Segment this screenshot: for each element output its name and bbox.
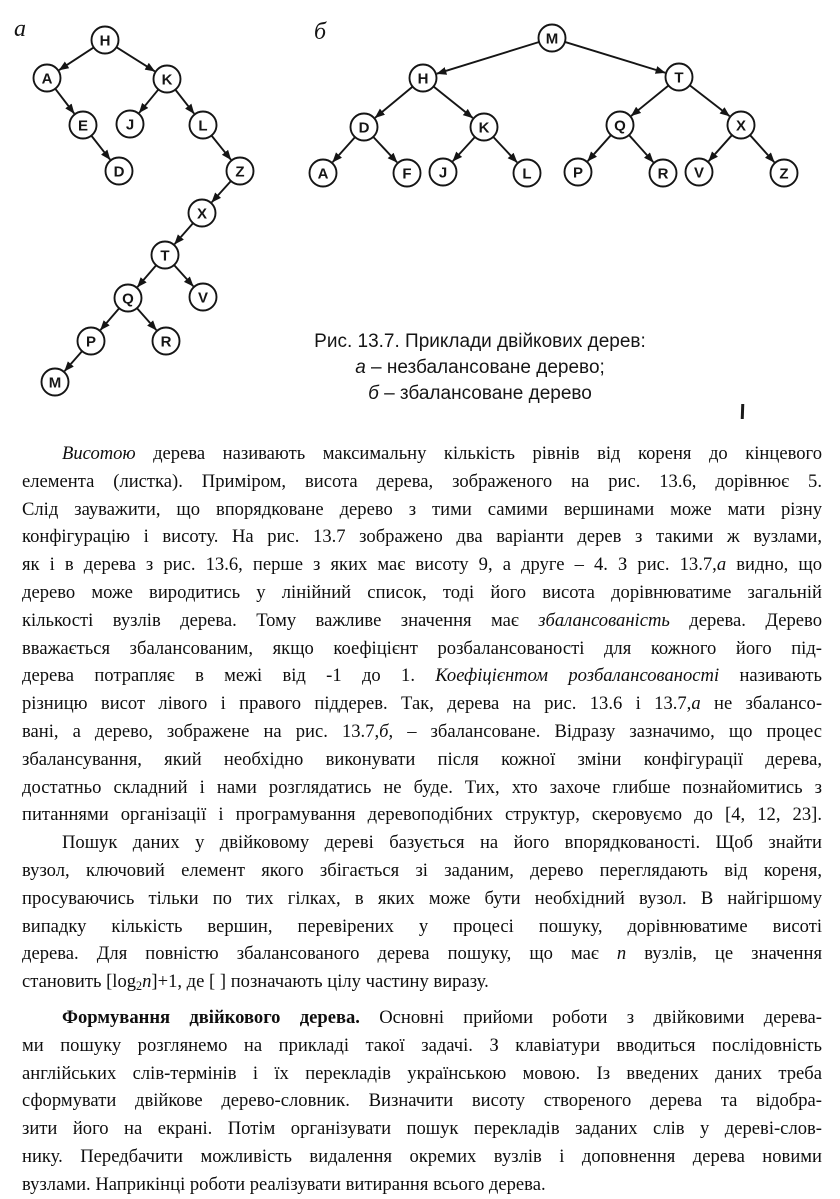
- tree-edge-Q-R: [137, 308, 156, 330]
- tree-edge-H-A: [59, 47, 94, 70]
- text-segment: дерева. Для повністю збалансованого дерева пошуку, що має: [22, 943, 617, 965]
- text-segment: – незбалансоване дерево;: [365, 357, 605, 378]
- text-line: [22, 496, 822, 524]
- tree-edge-Q-P: [100, 308, 119, 330]
- text-line: [22, 1087, 822, 1115]
- text-line: [22, 1171, 822, 1199]
- tree-node-Z: [227, 158, 254, 185]
- tree-b-balanced: [310, 25, 798, 187]
- node-letter: H: [417, 70, 429, 88]
- text-segment: елемента (листка). Приміром, висота дерева, зображеного на рис. 13.6, дорівнює 5.: [22, 470, 822, 492]
- text-line: [22, 913, 822, 941]
- node-letter: Z: [779, 165, 789, 183]
- tree-edge-H-K: [116, 47, 154, 71]
- node-letter: T: [160, 247, 170, 265]
- text-segment: видно, що: [726, 554, 823, 576]
- text-line: [22, 551, 822, 579]
- node-letter: T: [674, 69, 684, 87]
- tree-node-H: [92, 27, 119, 54]
- node-letter: P: [572, 164, 584, 182]
- text-segment: збалансованість: [538, 609, 670, 631]
- text-line: [22, 829, 822, 857]
- tree-node-F: [394, 160, 421, 187]
- body-text: [22, 440, 822, 1199]
- text-line: [22, 468, 822, 496]
- tree-node-V: [190, 284, 217, 311]
- text-segment: б: [368, 383, 379, 404]
- stray-ink-mark: [741, 404, 745, 419]
- node-letter: A: [317, 165, 329, 183]
- text-segment: дерева потрапляє в межі від -1 до 1.: [22, 665, 436, 687]
- text-segment: не збалансо-: [700, 693, 823, 715]
- text-line: [22, 718, 822, 746]
- text-line: [22, 1060, 822, 1088]
- tree-node-V: [686, 159, 713, 186]
- text-segment: дерева називають максимальну кількість рівнів від кореня до кінцевого: [135, 443, 822, 464]
- text-segment: Основні прийоми роботи з двійковими дерева-: [359, 1006, 822, 1028]
- tree-edge-K-L: [175, 90, 194, 114]
- figure-caption: [240, 329, 720, 407]
- node-letter: M: [48, 374, 62, 392]
- text-segment: вані, а дерево, зображене на рис. 13.7,: [22, 720, 380, 742]
- tree-edge-A-E: [55, 89, 74, 114]
- tree-edge-T-X: [690, 85, 730, 116]
- tree-node-E: [70, 112, 97, 139]
- text-segment: Коефіцієнтом розбалансованості: [435, 665, 720, 687]
- node-letter: D: [358, 119, 370, 137]
- node-letter: J: [125, 116, 135, 134]
- node-letter: R: [657, 165, 669, 183]
- node-letter: Q: [614, 117, 626, 135]
- node-letter: J: [438, 164, 448, 182]
- text-segment: n: [142, 971, 152, 993]
- text-segment: вузол, ключовий елемент якого збігається зі заданим, дерево переглядають від кореня,: [22, 859, 822, 881]
- node-letter: K: [161, 71, 173, 89]
- text-line: [22, 857, 822, 885]
- text-segment: Висотою: [62, 443, 136, 464]
- text-line: [22, 801, 822, 829]
- caption-line: [240, 329, 720, 355]
- tree-edge-X-T: [175, 223, 193, 244]
- tree-edge-P-M: [65, 351, 83, 371]
- text-segment: , – збалансоване. Відразу зазначимо, що процес: [388, 720, 822, 742]
- paragraph: [22, 440, 822, 829]
- tree-edge-D-F: [373, 137, 397, 163]
- text-segment: Пошук даних у двійковому дереві базується на його впорядкованості. Щоб знайти: [62, 832, 822, 854]
- node-letter: E: [77, 117, 89, 135]
- text-segment: конфігурацію і висоту. На рис. 13.7 зображено два варіанти дерев з такими ж вузлами,: [22, 526, 822, 548]
- text-segment: дерева. Дерево: [669, 609, 822, 631]
- text-segment: становить [log: [22, 971, 137, 993]
- text-line: [22, 1004, 822, 1032]
- text-line: [22, 774, 822, 802]
- text-segment: Слід зауважити, що впорядковане дерево з тими самими вершинами може мати різну: [22, 498, 822, 520]
- tree-node-D: [106, 158, 133, 185]
- tree-node-X: [189, 200, 216, 227]
- tree-node-R: [650, 160, 677, 187]
- tree-node-Q: [607, 112, 634, 139]
- text-segment: вузлами. Наприкінці роботи реалізувати витирання всього дерева.: [22, 1173, 546, 1195]
- tree-node-T: [666, 64, 693, 91]
- node-letter: L: [522, 165, 532, 183]
- tree-b-label: б: [314, 19, 327, 45]
- tree-node-H: [410, 65, 437, 92]
- tree-edge-M-T: [565, 42, 665, 73]
- text-segment: різницю висот лівого і правого піддерев. Так, дерева на рис. 13.6 і 13.7,: [22, 693, 692, 715]
- text-segment: вважається збалансованим, якщо коефіцієнт розбалансованості для кожного його під-: [22, 637, 822, 659]
- tree-node-P: [78, 328, 105, 355]
- text-line: [22, 1143, 822, 1171]
- tree-edge-T-Q: [137, 265, 156, 287]
- tree-node-Q: [115, 285, 142, 312]
- text-segment: як і в дерева з рис. 13.6, перше з яких має висоту 9, а друге – 4. З рис. 13.7,: [22, 554, 717, 576]
- text-segment: 2: [136, 979, 143, 994]
- tree-edge-L-Z: [211, 136, 230, 160]
- text-segment: дерево може виродитись у лінійний список, тоді його висота дорівнюватиме загальній: [22, 581, 822, 603]
- text-segment: Рис. 13.7. Приклади двійкових дерев:: [314, 331, 646, 352]
- tree-node-D: [351, 114, 378, 141]
- tree-edge-M-H: [437, 42, 539, 74]
- node-letter: M: [545, 30, 559, 48]
- tree-node-X: [728, 112, 755, 139]
- text-segment: нику. Передбачити можливість видалення окремих вузлів і доповнення дерева новими: [22, 1145, 822, 1167]
- text-segment: зити його на екрані. Потім організувати пошук перекладів заданих слів у дереві-слов-: [22, 1118, 822, 1140]
- text-segment: ми пошуку розглянемо на прикладі такої задачі. З клавіатури вводиться послідовність: [22, 1034, 822, 1056]
- tree-node-M: [42, 369, 69, 396]
- text-line: [22, 607, 822, 635]
- tree-edge-T-Q: [631, 86, 668, 116]
- tree-edge-K-J: [139, 89, 158, 112]
- tree-edge-Q-P: [588, 135, 611, 161]
- text-line: [22, 1032, 822, 1060]
- text-line: [22, 523, 822, 551]
- node-letter: P: [85, 333, 97, 351]
- text-line: [22, 968, 822, 996]
- text-line: [22, 690, 822, 718]
- node-letter: X: [735, 117, 747, 135]
- text-segment: кількості вузлів дерева. Тому важливе значення має: [22, 609, 539, 631]
- node-letter: Q: [122, 290, 134, 308]
- tree-node-L: [514, 160, 541, 187]
- tree-edge-X-V: [709, 135, 732, 161]
- tree-node-J: [430, 159, 457, 186]
- tree-node-T: [152, 242, 179, 269]
- node-letter: K: [478, 119, 490, 137]
- tree-node-L: [190, 112, 217, 139]
- text-segment: збалансування, який необхідно виконувати після кожної зміни конфігурації дерева,: [22, 748, 822, 770]
- node-letter: A: [41, 70, 53, 88]
- paragraph: [22, 1004, 822, 1199]
- text-segment: б: [379, 720, 389, 742]
- text-segment: ]+1, де [ ] позначають цілу частину виразу.: [151, 971, 489, 993]
- tree-edge-Z-X: [212, 181, 231, 202]
- text-line: [22, 940, 822, 968]
- text-segment: випадку кількість вершин, перевірених у процесі пошуку, дорівнюватиме висоті: [22, 915, 822, 937]
- tree-node-M: [539, 25, 566, 52]
- tree-edge-T-V: [174, 265, 193, 286]
- text-segment: а: [355, 357, 366, 378]
- node-letter: R: [160, 333, 172, 351]
- tree-a-label: а: [14, 16, 26, 42]
- tree-edge-H-K: [434, 86, 473, 117]
- tree-node-A: [34, 65, 61, 92]
- text-segment: сформувати двійкове дерево-словник. Визначити висоту створеного дерева та відобра-: [22, 1090, 822, 1112]
- tree-node-A: [310, 160, 337, 187]
- text-line: [22, 662, 822, 690]
- text-line: [22, 746, 822, 774]
- text-line: [22, 1115, 822, 1143]
- node-letter: Z: [235, 163, 245, 181]
- caption-line: [240, 355, 720, 381]
- text-segment: – збалансоване дерево: [378, 383, 592, 404]
- paragraph: [22, 829, 822, 996]
- tree-edge-Q-R: [629, 135, 653, 162]
- text-line: [22, 579, 822, 607]
- node-letter: H: [99, 32, 111, 50]
- tree-node-P: [565, 159, 592, 186]
- text-line: [22, 885, 822, 913]
- text-segment: n: [616, 943, 627, 965]
- text-segment: вузлів, це значення: [626, 943, 823, 965]
- tree-edge-X-Z: [750, 135, 774, 162]
- tree-node-K: [154, 66, 181, 93]
- tree-edge-D-A: [333, 137, 355, 162]
- tree-edge-K-L: [493, 137, 517, 163]
- node-letter: V: [693, 164, 705, 182]
- text-segment: називають: [719, 665, 822, 687]
- text-segment: достатньо складний і нами розглядатись не буде. Тих, хто захоче глибше познайомитись з: [22, 776, 822, 798]
- text-segment: питаннями організації і програмування деревоподібних структур, скеровуємо до [4, 12, 23].: [22, 804, 822, 826]
- text-segment: а: [691, 693, 701, 715]
- node-letter: V: [197, 289, 209, 307]
- node-letter: L: [198, 117, 208, 135]
- text-segment: просуваючись тільки по тих гілках, в яких може бути необхідний вузол. В найгіршому: [22, 887, 822, 909]
- tree-node-R: [153, 328, 180, 355]
- tree-edge-H-D: [375, 87, 412, 118]
- text-line: [22, 440, 822, 468]
- node-letter: F: [402, 165, 412, 183]
- text-line: [22, 635, 822, 663]
- tree-node-J: [117, 111, 144, 138]
- text-segment: Формування двійкового дерева.: [62, 1006, 360, 1028]
- node-letter: D: [113, 163, 125, 181]
- tree-edge-E-D: [91, 136, 110, 160]
- tree-node-K: [471, 114, 498, 141]
- node-letter: X: [196, 205, 208, 223]
- text-segment: а: [716, 554, 727, 576]
- tree-edge-K-J: [453, 137, 475, 161]
- tree-node-Z: [771, 160, 798, 187]
- caption-line: [240, 381, 720, 407]
- text-segment: англійських слів-термінів і їх перекладів українською мовою. Із введених даних треба: [22, 1062, 822, 1084]
- tree-a-unbalanced: [34, 27, 254, 396]
